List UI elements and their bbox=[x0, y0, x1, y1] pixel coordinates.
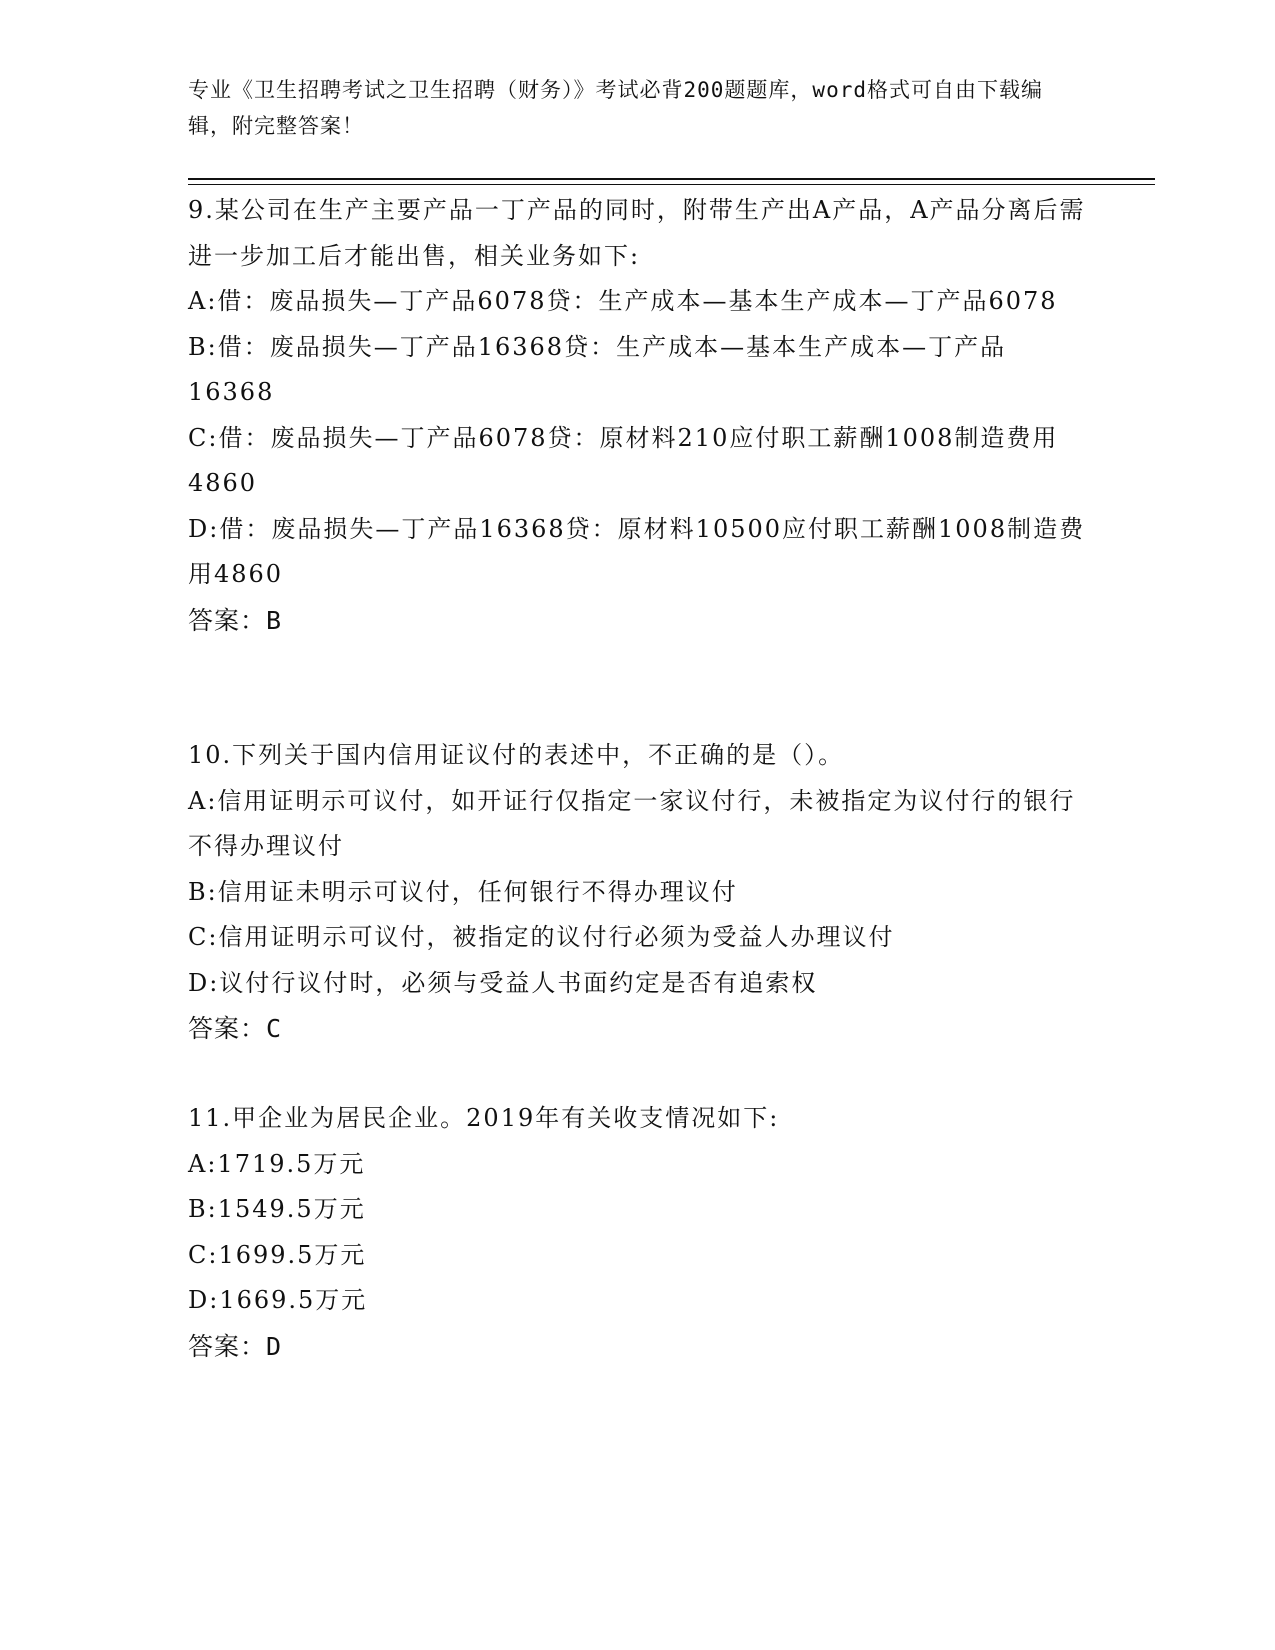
question-9 bbox=[188, 188, 1088, 643]
option-b: B:1549.5万元 bbox=[188, 1195, 366, 1223]
option-a: A:信用证明示可议付，如开证行仅指定一家议付行，未被指定为议付行的银行不得办理议付 bbox=[188, 786, 1076, 860]
option-c: C:信用证明示可议付，被指定的议付行必须为受益人办理议付 bbox=[188, 923, 895, 951]
question-stem: 9.某公司在生产主要产品一丁产品的同时，附带生产出A产品，A产品分离后需进一步加工后才能出售，相关业务如下: bbox=[188, 196, 1086, 270]
option-d: D:借：废品损失—丁产品16368贷：原材料10500应付职工薪酬1008制造费用4860 bbox=[188, 514, 1086, 588]
header-divider-thick bbox=[188, 178, 1155, 180]
question-stem: 10.下列关于国内信用证议付的表述中，不正确的是（）。 bbox=[188, 741, 845, 769]
document-header: 专业《卫生招聘考试之卫生招聘（财务）》考试必背200题题库，word格式可自由下载编辑，附完整答案！ bbox=[188, 78, 1043, 138]
question-11 bbox=[188, 1096, 1088, 1369]
option-d: D:1669.5万元 bbox=[188, 1286, 368, 1314]
header-divider-thin bbox=[188, 184, 1155, 185]
option-b: B:信用证未明示可议付，任何银行不得办理议付 bbox=[188, 877, 738, 906]
option-a: A:1719.5万元 bbox=[188, 1149, 366, 1178]
question-10 bbox=[188, 733, 1088, 1052]
option-c: C:借：废品损失—丁产品6078贷：原材料210应付职工薪酬1008制造费用4860 bbox=[188, 423, 1059, 497]
option-a: A:借：废品损失—丁产品6078贷：生产成本—基本生产成本—丁产品6078 bbox=[188, 287, 1058, 315]
answer-line: 答案：C bbox=[188, 1014, 283, 1043]
question-stem: 11.甲企业为居民企业。2019年有关收支情况如下: bbox=[188, 1104, 780, 1132]
option-b: B:借：废品损失—丁产品16368贷：生产成本—基本生产成本—丁产品16368 bbox=[188, 332, 1007, 406]
answer-line: 答案：B bbox=[188, 605, 283, 635]
option-d: D:议付行议付时，必须与受益人书面约定是否有追索权 bbox=[188, 968, 818, 997]
answer-line: 答案：D bbox=[188, 1331, 283, 1361]
option-c: C:1699.5万元 bbox=[188, 1240, 367, 1269]
